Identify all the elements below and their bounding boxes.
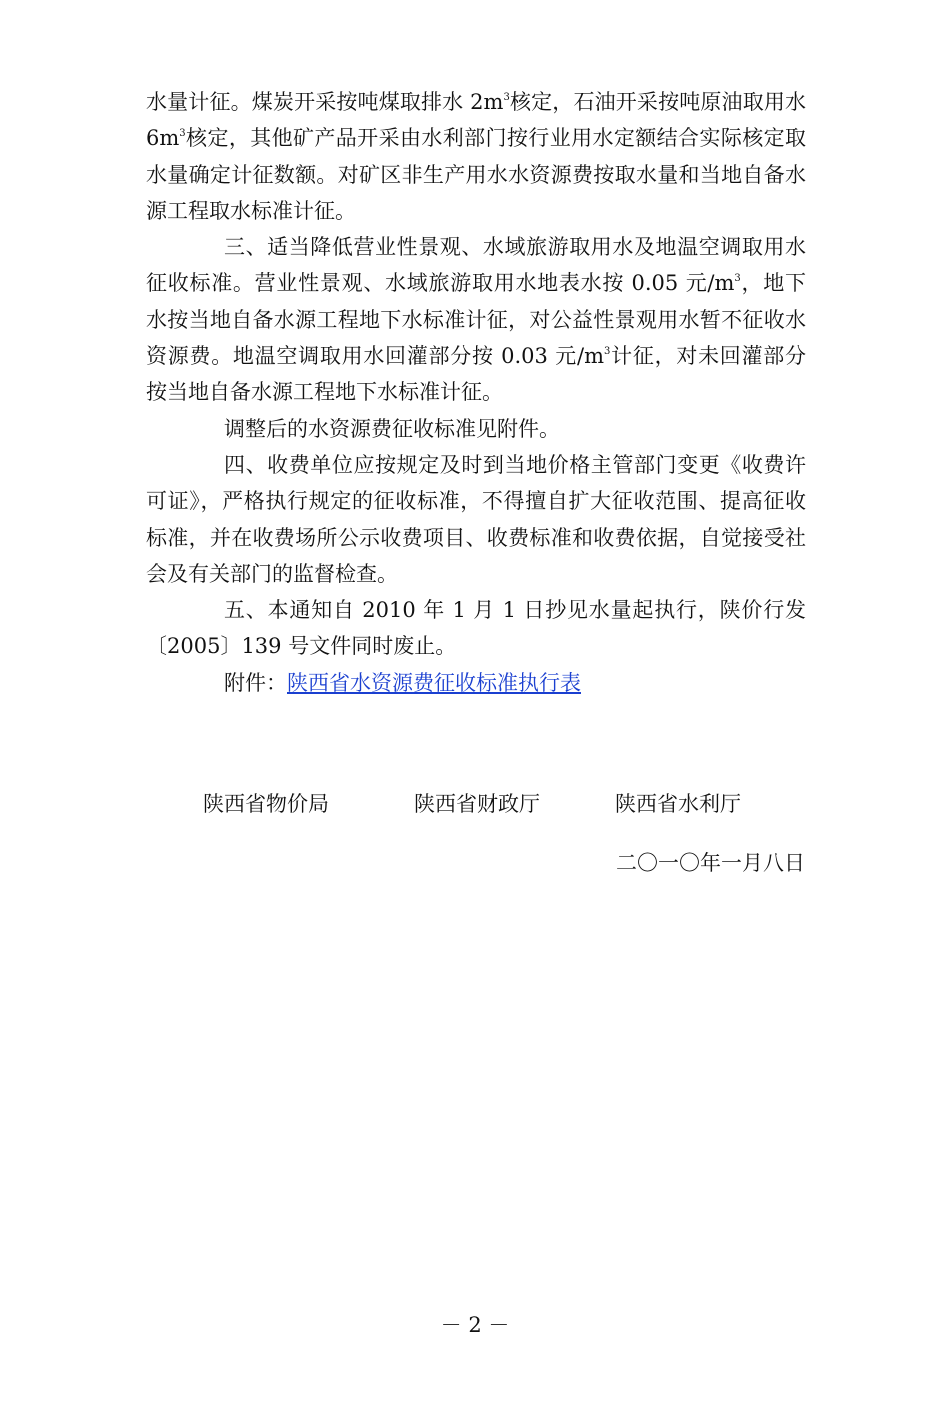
paragraph-text: 核定，石油开采按吨原油取用水 6m bbox=[146, 90, 807, 151]
paragraph-item-three bbox=[146, 229, 806, 410]
page-number: － 2 － bbox=[440, 1313, 510, 1337]
paragraph-text: 水量计征。煤炭开采按吨煤取排水 2m bbox=[146, 90, 504, 114]
signature-water-department: 陕西省水利厅 bbox=[615, 792, 741, 816]
paragraph-text: 核定，其他矿产品开采由水利部门按行业用水定额结合实际核定取水量确定计征数额。对矿区非生产用水水资源费按取水量和当地自备水源工程取水标准计征。 bbox=[146, 126, 806, 223]
paragraph-text: 计征，对未回灌部分按当地自备水源工程地下水标准计征。 bbox=[146, 344, 806, 405]
paragraph-item-four: 四、收费单位应按规定及时到当地价格主管部门变更《收费许可证》，严格执行规定的征收标准，不得擅自扩大征收范围、提高征收标准，并在收费场所公示收费项目、收费标准和收费依据，自觉接受社会及有关部门的监督检查。 bbox=[146, 452, 806, 586]
paragraph-text: 三、适当降低营业性景观、水域旅游取用水及地温空调取用水征收标准。营业性景观、水域旅游取用水地表水按 0.05 元/m bbox=[146, 235, 806, 296]
document-body bbox=[146, 84, 806, 701]
signature-block bbox=[0, 786, 950, 822]
paragraph-item-five: 五、本通知自 2010 年 1 月 1 日抄见水量起执行，陕价行发〔2005〕139 号文件同时废止。 bbox=[146, 598, 806, 659]
superscript: 3 bbox=[734, 273, 741, 285]
attachment-line bbox=[146, 665, 806, 701]
signature-price-bureau: 陕西省物价局 bbox=[203, 792, 329, 816]
paragraph-text: ，地下水按当地自备水源工程地下水标准计征，对公益性景观用水暂不征收水资源费。地温空调取用水回灌部分按 0.03 元/m bbox=[146, 271, 806, 369]
attachment-link[interactable]: 陕西省水资源费征收标准执行表 bbox=[287, 670, 581, 695]
superscript: 3 bbox=[503, 92, 510, 103]
superscript: 3 bbox=[604, 346, 611, 358]
paragraph-adjusted-standard: 调整后的水资源费征收标准见附件。 bbox=[224, 416, 560, 441]
signature-finance-department: 陕西省财政厅 bbox=[414, 792, 540, 816]
superscript: 3 bbox=[179, 128, 186, 140]
document-date: 二〇一〇年一月八日 bbox=[616, 851, 805, 875]
paragraph-mining-water bbox=[146, 84, 806, 229]
attachment-label: 附件： bbox=[224, 670, 287, 695]
